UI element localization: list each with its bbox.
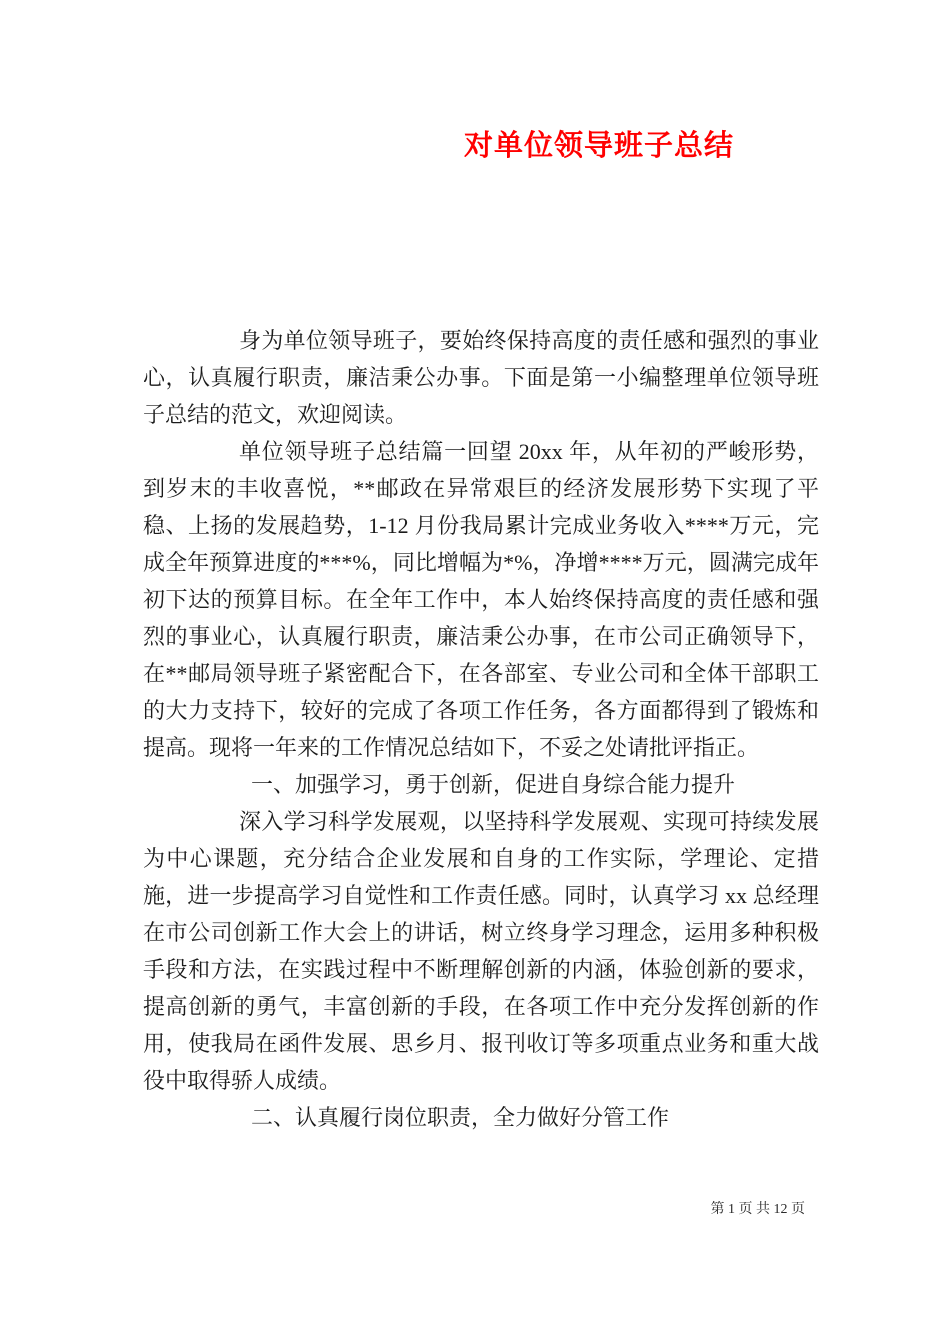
- paragraph: 二、认真履行岗位职责，全力做好分管工作: [251, 1105, 670, 1130]
- paragraph: 深入学习科学发展观，以坚持科学发展观、实现可持续发展为中心课题，充分结合企业发展和自身的工作实际，学理论、定措施，进一步提高学习自觉性和工作责任感。同时，认真学习 xx 总经理在市公司创新工作大会上的讲话，树立终身学习理念，运用多种积极手段和方法，在实践过程中不断理解创新的内涵，体验创新的要求，提高创新的勇气，丰富创新的手段，在各项工作中充分发挥创新的作用，使我局在函件发展、思乡月、报刊收订等多项重点业务和重大战役中取得骄人成绩。: [143, 809, 819, 1093]
- page-number-text: 第 1 页 共 12 页: [710, 1202, 805, 1217]
- paragraph: 一、加强学习，勇于创新，促进自身综合能力提升: [251, 772, 736, 797]
- document-body: [143, 322, 819, 1136]
- paragraph: 身为单位领导班子，要始终保持高度的责任感和强烈的事业心，认真履行职责，廉洁秉公办事。下面是第一小编整理单位领导班子总结的范文，欢迎阅读。: [143, 328, 819, 427]
- document-title: 对单位领导班子总结: [464, 130, 735, 162]
- paragraph: 单位领导班子总结篇一回望 20xx 年，从年初的严峻形势，到岁末的丰收喜悦，**邮政在异常艰巨的经济发展形势下实现了平稳、上扬的发展趋势，1-12 月份我局累计完成业务收入****万元，完成全年预算进度的***%，同比增幅为*%，净增****万元，圆满完成年初下达的预算目标。在全年工作中，本人始终保持高度的责任感和强烈的事业心，认真履行职责，廉洁秉公办事，在市公司正确领导下，在**邮局领导班子紧密配合下，在各部室、专业公司和全体干部职工的大力支持下，较好的完成了各项工作任务，各方面都得到了锻炼和提高。现将一年来的工作情况总结如下，不妥之处请批评指正。: [143, 439, 819, 760]
- page-footer: [711, 1201, 806, 1219]
